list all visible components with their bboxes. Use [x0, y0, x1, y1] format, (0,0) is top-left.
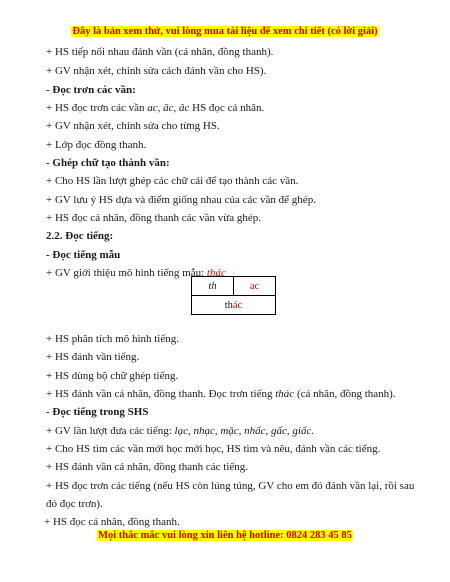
word-model-table [191, 276, 276, 315]
text-line: + HS đọc trơn các vần ac, ăc, âc HS đọc cá nhân. [46, 102, 265, 114]
text-line: + Cho HS tìm các vần mới học mới học, HS tìm và nêu, đánh vần các tiếng. [46, 443, 381, 455]
section-heading: - Ghép chữ tạo thành vần: [46, 157, 170, 169]
text-line: + HS đánh vần cá nhân, đồng thanh các tiếng. [46, 461, 249, 473]
text-line: + HS đánh vần cá nhân, đồng thanh. Đọc trơn tiếng thác (cá nhân, đồng thanh). [46, 388, 396, 400]
onset-cell: th [192, 277, 234, 296]
text-line: + HS phân tích mô hình tiếng. [46, 333, 179, 345]
text-line: + GV lưu ý HS dựa và điểm giống nhau của các vần để ghép. [46, 194, 316, 206]
section-heading: - Đọc trơn các vần: [46, 84, 136, 96]
section-heading: - Đọc tiếng mẫu [46, 249, 121, 261]
text-line: + GV giới thiệu mô hình tiếng mẫu: thác [46, 267, 226, 279]
section-heading: - Đọc tiếng trong SHS [46, 406, 149, 418]
text-line: + Cho HS lần lượt ghép các chữ cái để tạo thành các vần. [46, 175, 299, 187]
text-line: + GV lần lượt đưa các tiếng: lạc, nhạc, mặc, nhấc, gấc, giấc. [46, 425, 315, 437]
text-line: + GV nhận xét, chỉnh sửa cho từng HS. [46, 120, 220, 132]
text-line: đó đọc trơn). [46, 498, 103, 510]
text-line: + HS đọc cá nhân, đồng thanh. [44, 516, 180, 528]
header-banner: Đây là bản xem thử, vui lòng mua tài liệu để xem chi tiết (có lời giải) [72, 26, 378, 37]
text-line: + GV nhận xét, chỉnh sửa cách đánh vần cho HS). [46, 65, 267, 77]
footer-banner: Mọi thắc mắc vui lòng xin liên hệ hotline: 0824 283 45 85 [98, 530, 352, 541]
section-number-heading: 2.2. Đọc tiếng: [46, 230, 114, 242]
text-line: + HS đánh vần tiếng. [46, 351, 140, 363]
text-line: + Lớp đọc đồng thanh. [46, 139, 147, 151]
text-line: + HS dùng bộ chữ ghép tiếng. [46, 370, 179, 382]
word-cell: thác [192, 296, 276, 315]
rhyme-cell: ac [234, 277, 276, 296]
text-line: + HS đọc cá nhân, đồng thanh các vần vừa ghép. [46, 212, 261, 224]
text-line: + HS đọc trơn các tiếng (nếu HS còn lúng túng, GV cho em đó đánh vần lại, rồi sau [46, 480, 415, 492]
text-line: + HS tiếp nối nhau đánh vần (cá nhân, đồng thanh). [46, 46, 274, 58]
